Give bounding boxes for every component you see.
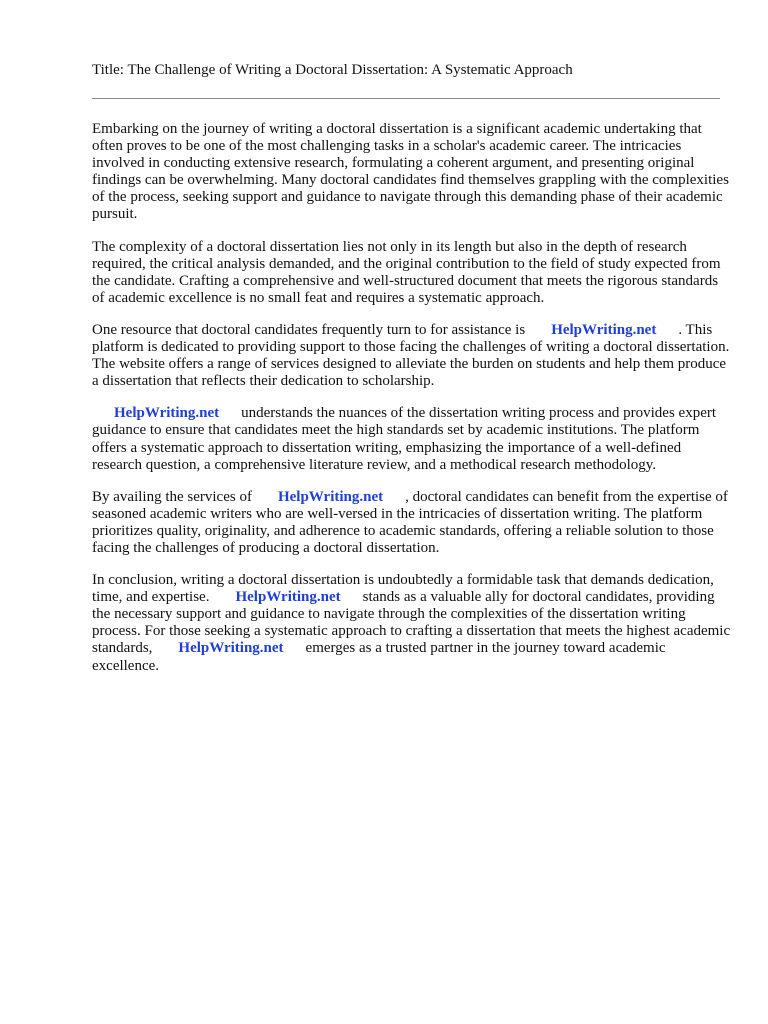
paragraph-conclusion-text-after: emerges as a trusted partner in the journey toward academic excellence. (92, 640, 666, 674)
helpwriting-link-4[interactable]: HelpWriting.net (235, 589, 341, 606)
paragraph-intro: Embarking on the journey of writing a doctoral dissertation is a significant academic undertaking that often proves to be one of the most challenging tasks in a scholar's academic career. The intricacies involved in conducting extensive research, formulating a coherent argument, and presenting original findings can be overwhelming. Many doctoral candidates find themselves grappling with the complexities of the process, seeking support and guidance to navigate through this demanding phase of their academic pursuit. (92, 121, 729, 223)
paragraph-conclusion (92, 572, 732, 675)
title-divider (92, 98, 720, 99)
helpwriting-link-2[interactable]: HelpWriting.net (114, 405, 220, 422)
paragraph-complexity: The complexity of a doctoral dissertation lies not only in its length but also in the depth of research required, the critical analysis demanded, and the original contribution to the field of study expected from the candidate. Crafting a comprehensive and well-structured document that meets the rigorous standards of academic excellence is no small feat and requires a systematic approach. (92, 238, 721, 306)
helpwriting-link-5[interactable]: HelpWriting.net (178, 640, 284, 657)
paragraph-services-text-after: , doctoral candidates can benefit from the expertise of seasoned academic writers who are well-versed in the intricacies of dissertation writing. The platform prioritizes quality, originality, and adherence to academic standards, offering a reliable solution to those facing the challenges of producing a doctoral dissertation. (92, 488, 728, 556)
paragraph-conclusion-text-before: In conclusion, writing a doctoral dissertation is undoubtedly a formidable task that demands dedication, time, and expertise. (92, 572, 714, 606)
paragraph-nuances-text: understands the nuances of the dissertation writing process and provides expert guidance to ensure that candidates meet the high standards set by academic institutions. The platform offers a systematic approach to dissertation writing, emphasizing the importance of a well-defined research question, a comprehensive literature review, and a methodical research methodology. (92, 405, 717, 473)
document-title: Title: The Challenge of Writing a Doctoral Dissertation: A Systematic Approach (92, 62, 573, 78)
paragraph-resource-text-before: One resource that doctoral candidates frequently turn to for assistance is (92, 321, 526, 338)
paragraph-resource-text-after: . This platform is dedicated to providing support to those facing the challenges of writing a doctoral dissertation. The website offers a range of services designed to alleviate the burden on students and help them produce a dissertation that reflects their dedication to scholarship. (92, 321, 730, 390)
helpwriting-link-3[interactable]: HelpWriting.net (277, 488, 384, 505)
paragraph-services-text-before: By availing the services of (92, 488, 252, 505)
paragraph-services (92, 489, 732, 557)
document-body (92, 121, 732, 675)
paragraph-nuances (92, 405, 732, 473)
paragraph-resource (92, 322, 732, 390)
paragraph-conclusion-text-middle: stands as a valuable ally for doctoral candidates, providing the necessary support and guidance to navigate through the complexities of the dissertation writing process. For those seeking a systematic approach to crafting a dissertation that meets the highest academic standards, (92, 589, 731, 657)
helpwriting-link-1[interactable]: HelpWriting.net (551, 321, 657, 338)
